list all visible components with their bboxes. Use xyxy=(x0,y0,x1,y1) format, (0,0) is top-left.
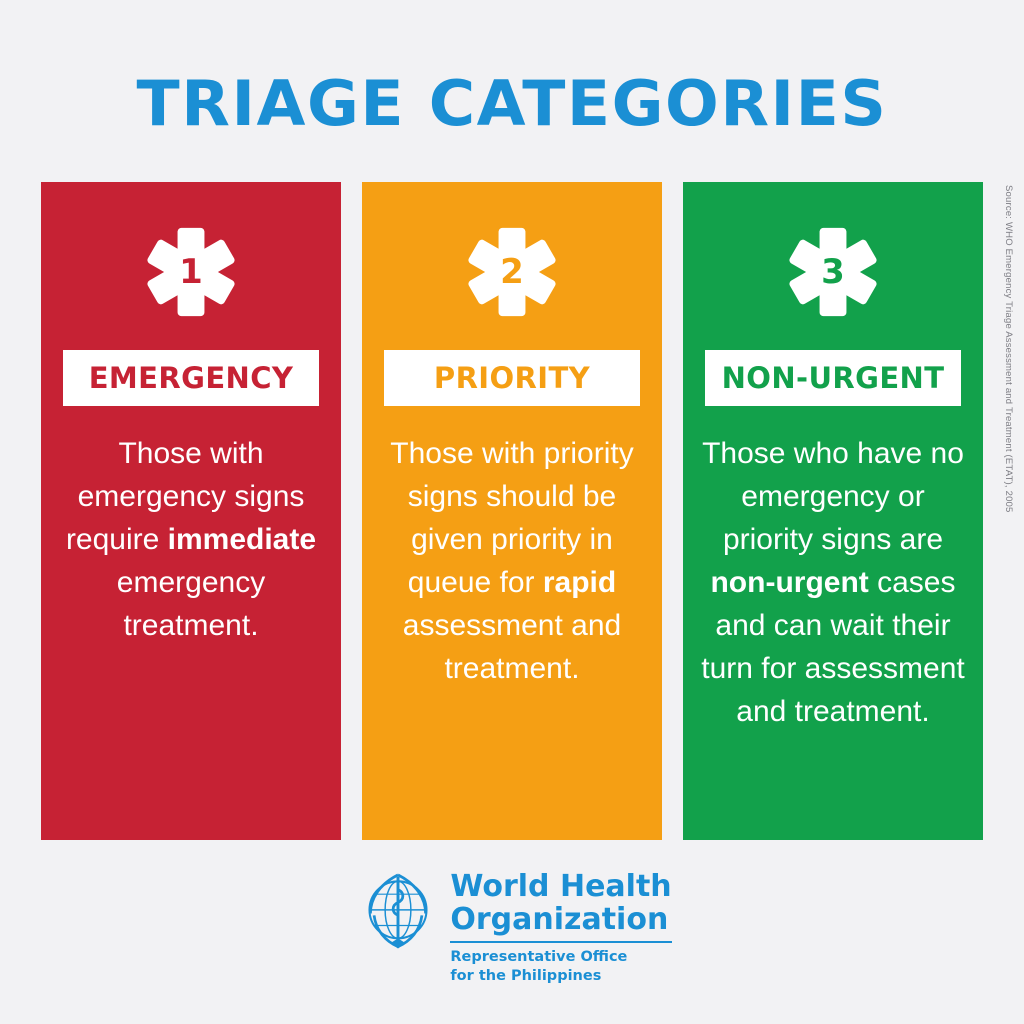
category-description-emergency xyxy=(53,432,329,647)
footer xyxy=(0,862,1024,986)
category-label: EMERGENCY xyxy=(88,361,294,395)
category-card-emergency xyxy=(41,182,341,840)
category-label-band-priority xyxy=(384,350,640,406)
who-emblem-icon xyxy=(352,862,444,954)
star-of-life-wrap-2 xyxy=(362,224,662,320)
category-card-non-urgent xyxy=(683,182,983,840)
star-of-life-wrap-1 xyxy=(41,224,341,320)
category-label: NON-URGENT xyxy=(721,361,945,395)
star-of-life-icon xyxy=(464,224,560,320)
desc-part-plain-1: Those with emergency signs require xyxy=(65,437,305,556)
desc-part-bold-1: non-urgent xyxy=(710,566,869,599)
wordmark-divider xyxy=(450,941,671,943)
category-number: 2 xyxy=(500,252,524,292)
category-columns xyxy=(41,182,983,840)
desc-part-bold-1: immediate xyxy=(167,523,317,556)
star-of-life-icon xyxy=(785,224,881,320)
desc-part-plain-1: Those with priority signs should be given priority in queue for xyxy=(390,437,634,599)
star-of-life-wrap-3 xyxy=(683,224,983,320)
category-card-priority xyxy=(362,182,662,840)
office-line1: Representative Office xyxy=(450,949,628,965)
page-title: TRIAGE CATEGORIES xyxy=(136,67,888,140)
category-number: 1 xyxy=(179,252,203,292)
category-description-non-urgent xyxy=(695,432,971,733)
desc-part-bold-1: rapid xyxy=(542,566,617,599)
category-number: 3 xyxy=(821,252,845,292)
who-wordmark xyxy=(450,862,671,986)
category-description-priority xyxy=(374,432,650,690)
desc-part-plain-2: assessment and treatment. xyxy=(402,609,622,685)
category-label-band-non-urgent xyxy=(705,350,961,406)
organization-name-line2: Organization xyxy=(450,902,669,937)
category-label: PRIORITY xyxy=(433,361,591,395)
desc-part-plain-2: cases and can wait their turn for assessment and treatment. xyxy=(701,566,965,728)
desc-part-plain-2: emergency treatment. xyxy=(116,566,266,642)
desc-part-plain-1: Those who have no emergency or priority signs are xyxy=(702,437,964,556)
source-note: Source: WHO Emergency Triage Assessment and Treatment (ETAT), 2005 xyxy=(1003,185,1014,513)
category-label-band-emergency xyxy=(63,350,319,406)
star-of-life-icon xyxy=(143,224,239,320)
organization-name-line1: World Health xyxy=(450,869,672,904)
office-line2: for the Philippines xyxy=(450,968,602,984)
